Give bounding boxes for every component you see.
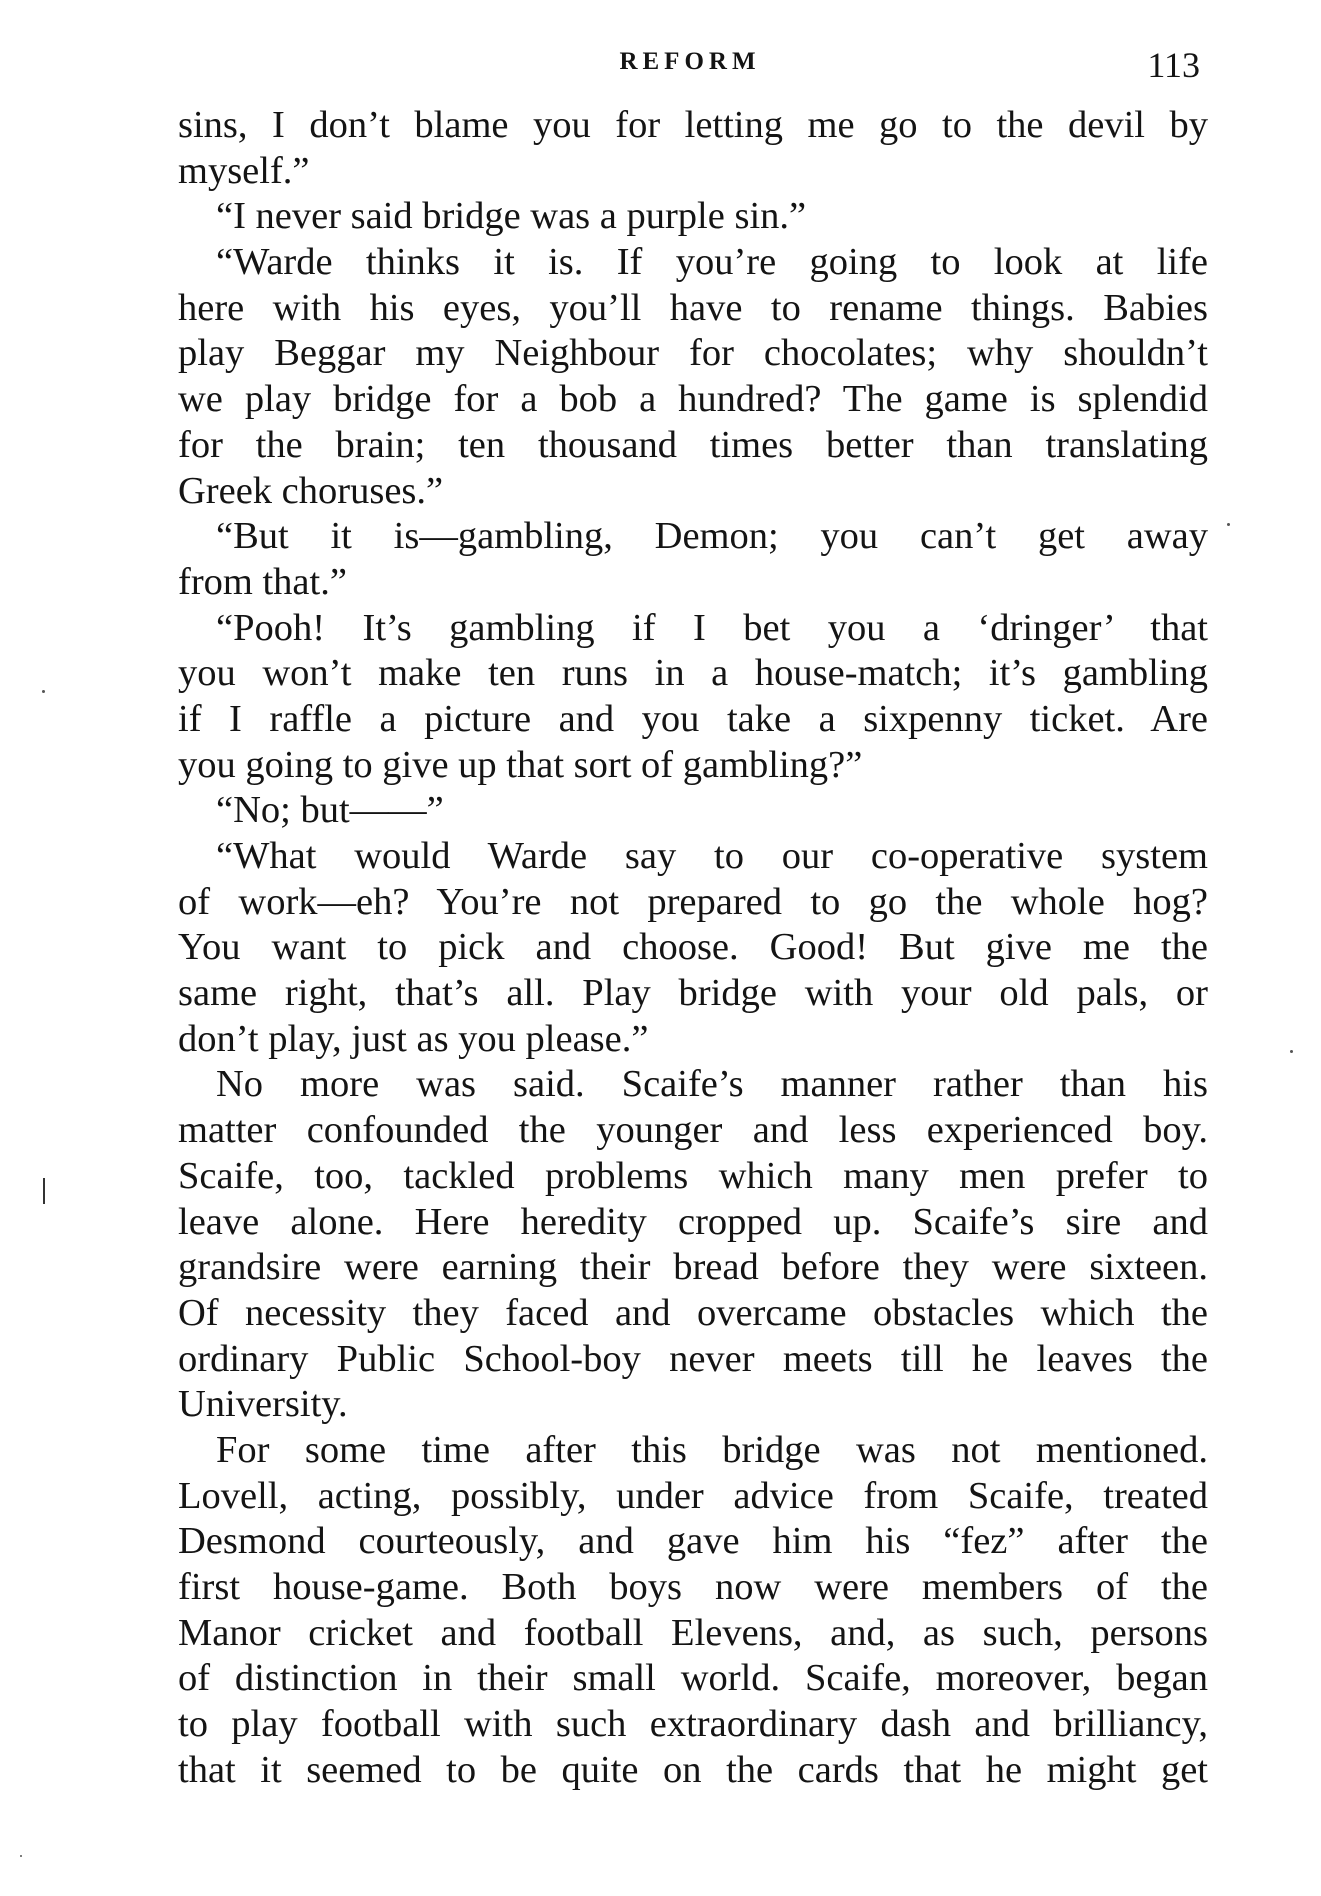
text-line: “I never said bridge was a purple sin.” (216, 195, 807, 238)
text-line: Scaife, too, tackled problems which many men prefer to (178, 1154, 1208, 1197)
text-line: Of necessity they faced and overcame obstacles which the (178, 1291, 1208, 1334)
text-line: “Warde thinks it is. If you’re going to look at life (216, 241, 1208, 284)
margin-speck (1290, 1050, 1293, 1053)
text-line: play Beggar my Neighbour for chocolates; why shouldn’t (178, 332, 1208, 375)
text-line: that it seemed to be quite on the cards that he might get (178, 1748, 1208, 1791)
text-line: “What would Warde say to our co-operative system (216, 835, 1208, 877)
text-line: myself.” (178, 149, 310, 192)
text-line: sins, I don’t blame you for letting me go to the devil by (178, 104, 1208, 146)
running-head (170, 44, 1210, 94)
text-line: Greek choruses.” (178, 469, 444, 512)
text-line: ordinary Public School-boy never meets till he leaves the (178, 1337, 1208, 1380)
text-line: first house-game. Both boys now were members of the (178, 1566, 1208, 1608)
text-line: here with his eyes, you’ll have to rename things. Babies (178, 286, 1208, 329)
text-line: of work—eh? You’re not prepared to go the whole hog? (178, 880, 1208, 923)
text-line: You want to pick and choose. Good! But give me the (178, 926, 1208, 969)
margin-speck (20, 1855, 22, 1857)
text-line: leave alone. Here heredity cropped up. Scaife’s sire and (178, 1200, 1208, 1243)
body-text (178, 103, 1208, 1793)
text-line: matter confounded the younger and less experienced boy. (178, 1109, 1208, 1152)
page-number: 113 (1147, 45, 1200, 85)
text-line: if I raffle a picture and you take a sixpenny ticket. Are (178, 697, 1208, 740)
text-line: to play football with such extraordinary dash and brilliancy, (178, 1703, 1208, 1746)
text-line: don’t play, just as you please.” (178, 1017, 649, 1060)
text-line: Manor cricket and football Elevens, and, as such, persons (178, 1611, 1208, 1654)
text-line: you going to give up that sort of gambling?” (178, 743, 863, 786)
text-line: “No; but——” (216, 789, 444, 832)
text-line: grandsire were earning their bread before they were sixteen. (178, 1246, 1208, 1289)
margin-speck (42, 690, 45, 693)
text-line: of distinction in their small world. Scaife, moreover, began (178, 1657, 1208, 1700)
margin-mark (43, 1178, 45, 1204)
text-line: same right, that’s all. Play bridge with your old pals, or (178, 972, 1208, 1015)
text-line: Desmond courteously, and gave him his “fez” after the (178, 1520, 1208, 1563)
running-title: REFORM (619, 48, 761, 75)
text-line: “But it is—gambling, Demon; you can’t get away (216, 515, 1208, 558)
text-line: For some time after this bridge was not mentioned. (216, 1428, 1208, 1471)
text-line: we play bridge for a bob a hundred? The game is splendid (178, 378, 1208, 421)
text-line: Lovell, acting, possibly, under advice from Scaife, treated (178, 1474, 1208, 1517)
margin-speck (1227, 523, 1230, 526)
text-line: No more was said. Scaife’s manner rather than his (216, 1063, 1208, 1106)
text-line: University. (178, 1383, 348, 1426)
text-line: from that.” (178, 560, 347, 603)
text-line: you won’t make ten runs in a house-match; it’s gambling (178, 652, 1208, 695)
text-line: “Pooh! It’s gambling if I bet you a ‘dringer’ that (216, 606, 1208, 649)
text-line: for the brain; ten thousand times better than translating (178, 423, 1208, 466)
